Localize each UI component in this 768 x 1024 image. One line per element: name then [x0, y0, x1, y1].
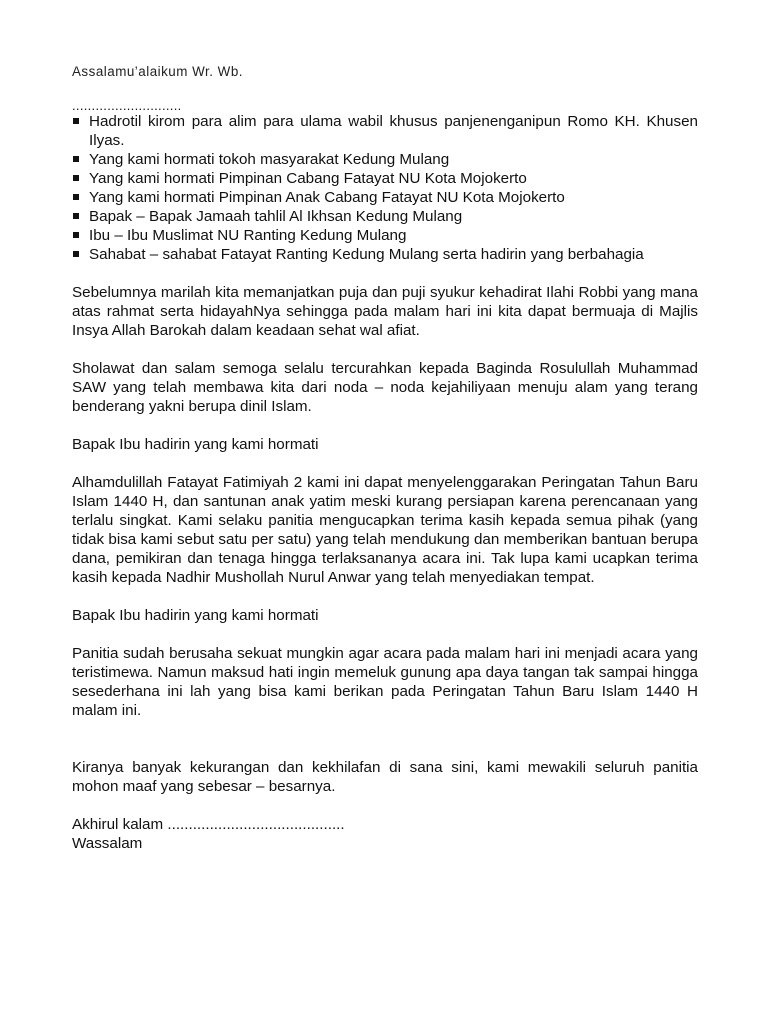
list-item	[72, 169, 698, 188]
dotted-line: ............................	[72, 98, 182, 113]
list-item	[72, 112, 698, 150]
letter-page	[72, 62, 698, 853]
greeting: Assalamu’alaikum Wr. Wb.	[72, 64, 243, 79]
list-item	[72, 245, 698, 264]
address-line: Bapak Ibu hadirin yang kami hormati	[72, 607, 319, 624]
list-item-text: Yang kami hormati tokoh masyarakat Kedung Mulang	[89, 151, 450, 168]
list-item	[72, 150, 698, 169]
paragraph-gratitude: Sebelumnya marilah kita memanjatkan puja dan puji syukur kehadirat Ilahi Robbi yang mana atas rahmat serta hidayahNya sehingga pada malam hari ini kita dapat bermuaja di Majlis Insya Allah Barokah dalam keadaan sehat wal afiat.	[72, 284, 698, 339]
closing-line: Akhirul kalam ..........................................	[72, 816, 345, 833]
address-line: Bapak Ibu hadirin yang kami hormati	[72, 436, 319, 453]
spacer	[72, 720, 698, 739]
list-item-text: Yang kami hormati Pimpinan Cabang Fatayat NU Kota Mojokerto	[89, 170, 527, 187]
square-bullet-icon	[73, 213, 79, 219]
square-bullet-icon	[73, 175, 79, 181]
square-bullet-icon	[73, 251, 79, 257]
salutation-list	[72, 112, 698, 264]
square-bullet-icon	[73, 156, 79, 162]
list-item	[72, 226, 698, 245]
list-item-text: Sahabat – sahabat Fatayat Ranting Kedung Mulang serta hadirin yang berbahagia	[89, 246, 644, 263]
list-item-text: Yang kami hormati Pimpinan Anak Cabang Fatayat NU Kota Mojokerto	[89, 189, 565, 206]
paragraph-thanks: Alhamdulillah Fatayat Fatimiyah 2 kami ini dapat menyelenggarakan Peringatan Tahun Baru Islam 1440 H, dan santunan anak yatim meski kurang persiapan karena perencanaan yang terlalu singkat. Kami selaku panitia mengucapkan terima kasih kepada semua pihak (yang tidak bisa kami sebut satu per satu) yang telah mendukung dan memberikan bantuan berupa dana, pemikiran dan tenaga hingga terlaksananya acara ini. Tak lupa kami ucapkan terima kasih kepada Nadhir Mushollah Nurul Anwar yang telah menyediakan tempat.	[72, 474, 698, 586]
list-item	[72, 188, 698, 207]
paragraph-sholawat: Sholawat dan salam semoga selalu tercurahkan kepada Baginda Rosulullah Muhammad SAW yang telah membawa kita dari noda – noda kejahiliyaan menuju alam yang terang benderang yakni berupa dinil Islam.	[72, 360, 698, 415]
list-item-text: Hadrotil kirom para alim para ulama wabil khusus panjenenganipun Romo KH. Khusen Ilyas.	[89, 113, 698, 149]
square-bullet-icon	[73, 194, 79, 200]
closing-block	[72, 815, 698, 853]
list-item	[72, 207, 698, 226]
square-bullet-icon	[73, 118, 79, 124]
square-bullet-icon	[73, 232, 79, 238]
paragraph-effort: Panitia sudah berusaha sekuat mungkin agar acara pada malam hari ini menjadi acara yang teristimewa. Namun maksud hati ingin memeluk gunung apa daya tangan tak sampai hingga sesederhana ini lah yang bisa kami berikan pada Peringatan Tahun Baru Islam 1440 H malam ini.	[72, 645, 698, 719]
list-item-text: Ibu – Ibu Muslimat NU Ranting Kedung Mulang	[89, 227, 407, 244]
signoff: Wassalam	[72, 835, 143, 852]
paragraph-apology: Kiranya banyak kekurangan dan kekhilafan di sana sini, kami mewakili seluruh panitia mohon maaf yang sebesar – besarnya.	[72, 759, 698, 795]
list-item-text: Bapak – Bapak Jamaah tahlil Al Ikhsan Kedung Mulang	[89, 208, 463, 225]
